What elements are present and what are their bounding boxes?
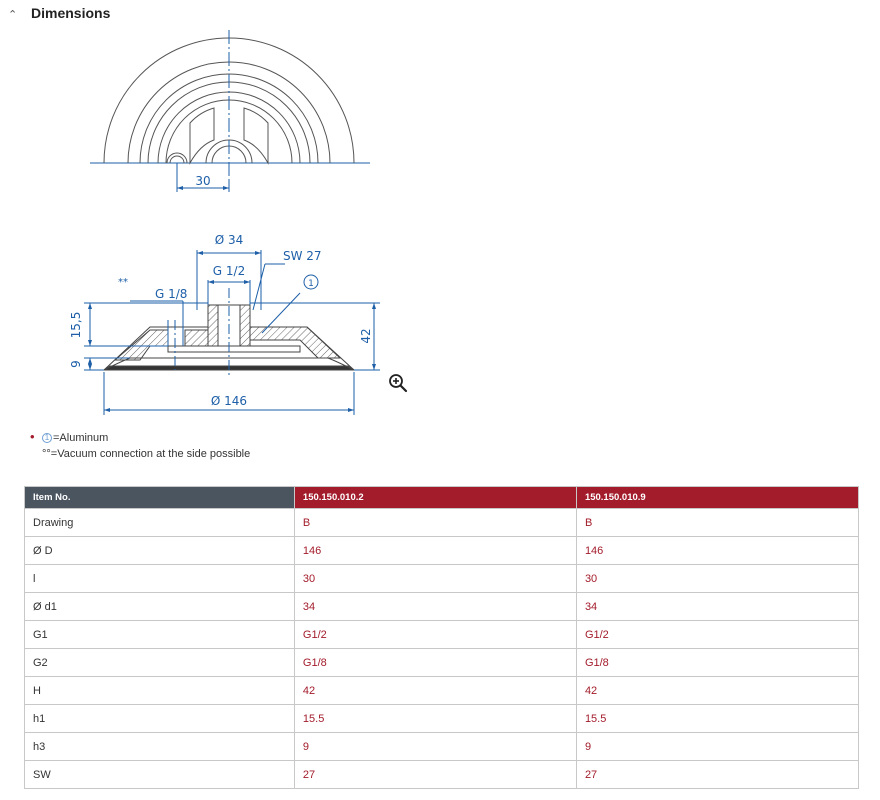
table-row [25, 593, 859, 621]
dim-text-l: 30 [195, 174, 211, 188]
row-value: B [294, 509, 576, 537]
top-view [90, 30, 370, 188]
header-item-2: 150.150.010.9 [576, 487, 858, 509]
dim-text-g2: G 1/8 [155, 287, 188, 301]
chevron-up-icon: ⌃ [8, 8, 18, 21]
row-label: G1 [25, 621, 295, 649]
row-value: 27 [576, 761, 858, 789]
header-item-1: 150.150.010.2 [294, 487, 576, 509]
row-value: 9 [294, 733, 576, 761]
row-value: 146 [294, 537, 576, 565]
table-row [25, 537, 859, 565]
row-value: 9 [576, 733, 858, 761]
row-value: 30 [576, 565, 858, 593]
row-label: Drawing [25, 509, 295, 537]
row-value: 42 [576, 677, 858, 705]
row-value: B [576, 509, 858, 537]
dim-text-h1: 15,5 [69, 311, 83, 339]
dim-text-d1: Ø 34 [214, 233, 244, 247]
table-row [25, 509, 859, 537]
table-row [25, 705, 859, 733]
spec-table [24, 486, 859, 789]
dim-text-marker: ** [118, 277, 128, 288]
row-value: 146 [576, 537, 858, 565]
row-value: 30 [294, 565, 576, 593]
table-row [25, 733, 859, 761]
row-value: G1/8 [294, 649, 576, 677]
dim-text-D: Ø 146 [210, 394, 248, 408]
table-row [25, 565, 859, 593]
row-value: G1/2 [576, 621, 858, 649]
row-value: 34 [294, 593, 576, 621]
row-label: h1 [25, 705, 295, 733]
part-marker: 1 [308, 279, 314, 289]
row-label: G2 [25, 649, 295, 677]
table-row [25, 677, 859, 705]
section-title: Dimensions [31, 5, 111, 21]
row-label: Ø D [25, 537, 295, 565]
dim-text-h: 42 [359, 328, 373, 344]
row-label: h3 [25, 733, 295, 761]
row-value: 34 [576, 593, 858, 621]
row-label: H [25, 677, 295, 705]
dim-text-h3: 9 [69, 360, 83, 368]
table-row [25, 761, 859, 789]
table-header-row [25, 487, 859, 509]
row-label: Ø d1 [25, 593, 295, 621]
dim-text-sw: SW 27 [283, 249, 322, 263]
row-value: 15.5 [294, 705, 576, 733]
row-value: 27 [294, 761, 576, 789]
table-row [25, 621, 859, 649]
row-label: l [25, 565, 295, 593]
table-row [25, 649, 859, 677]
bullet-icon: • [30, 429, 35, 444]
note-line-1: 1 =Aluminum [32, 430, 250, 446]
technical-drawing [0, 20, 430, 430]
row-value: 42 [294, 677, 576, 705]
dim-text-g1: G 1/2 [212, 264, 246, 278]
header-item-no: Item No. [25, 487, 295, 509]
row-value: G1/2 [294, 621, 576, 649]
notes [32, 430, 250, 462]
note-line-2: °°=Vacuum connection at the side possible [42, 448, 251, 460]
zoom-in-icon[interactable] [388, 373, 408, 393]
row-label: SW [25, 761, 295, 789]
material-marker: 1 [42, 433, 52, 443]
row-value: G1/8 [576, 649, 858, 677]
row-value: 15.5 [576, 705, 858, 733]
